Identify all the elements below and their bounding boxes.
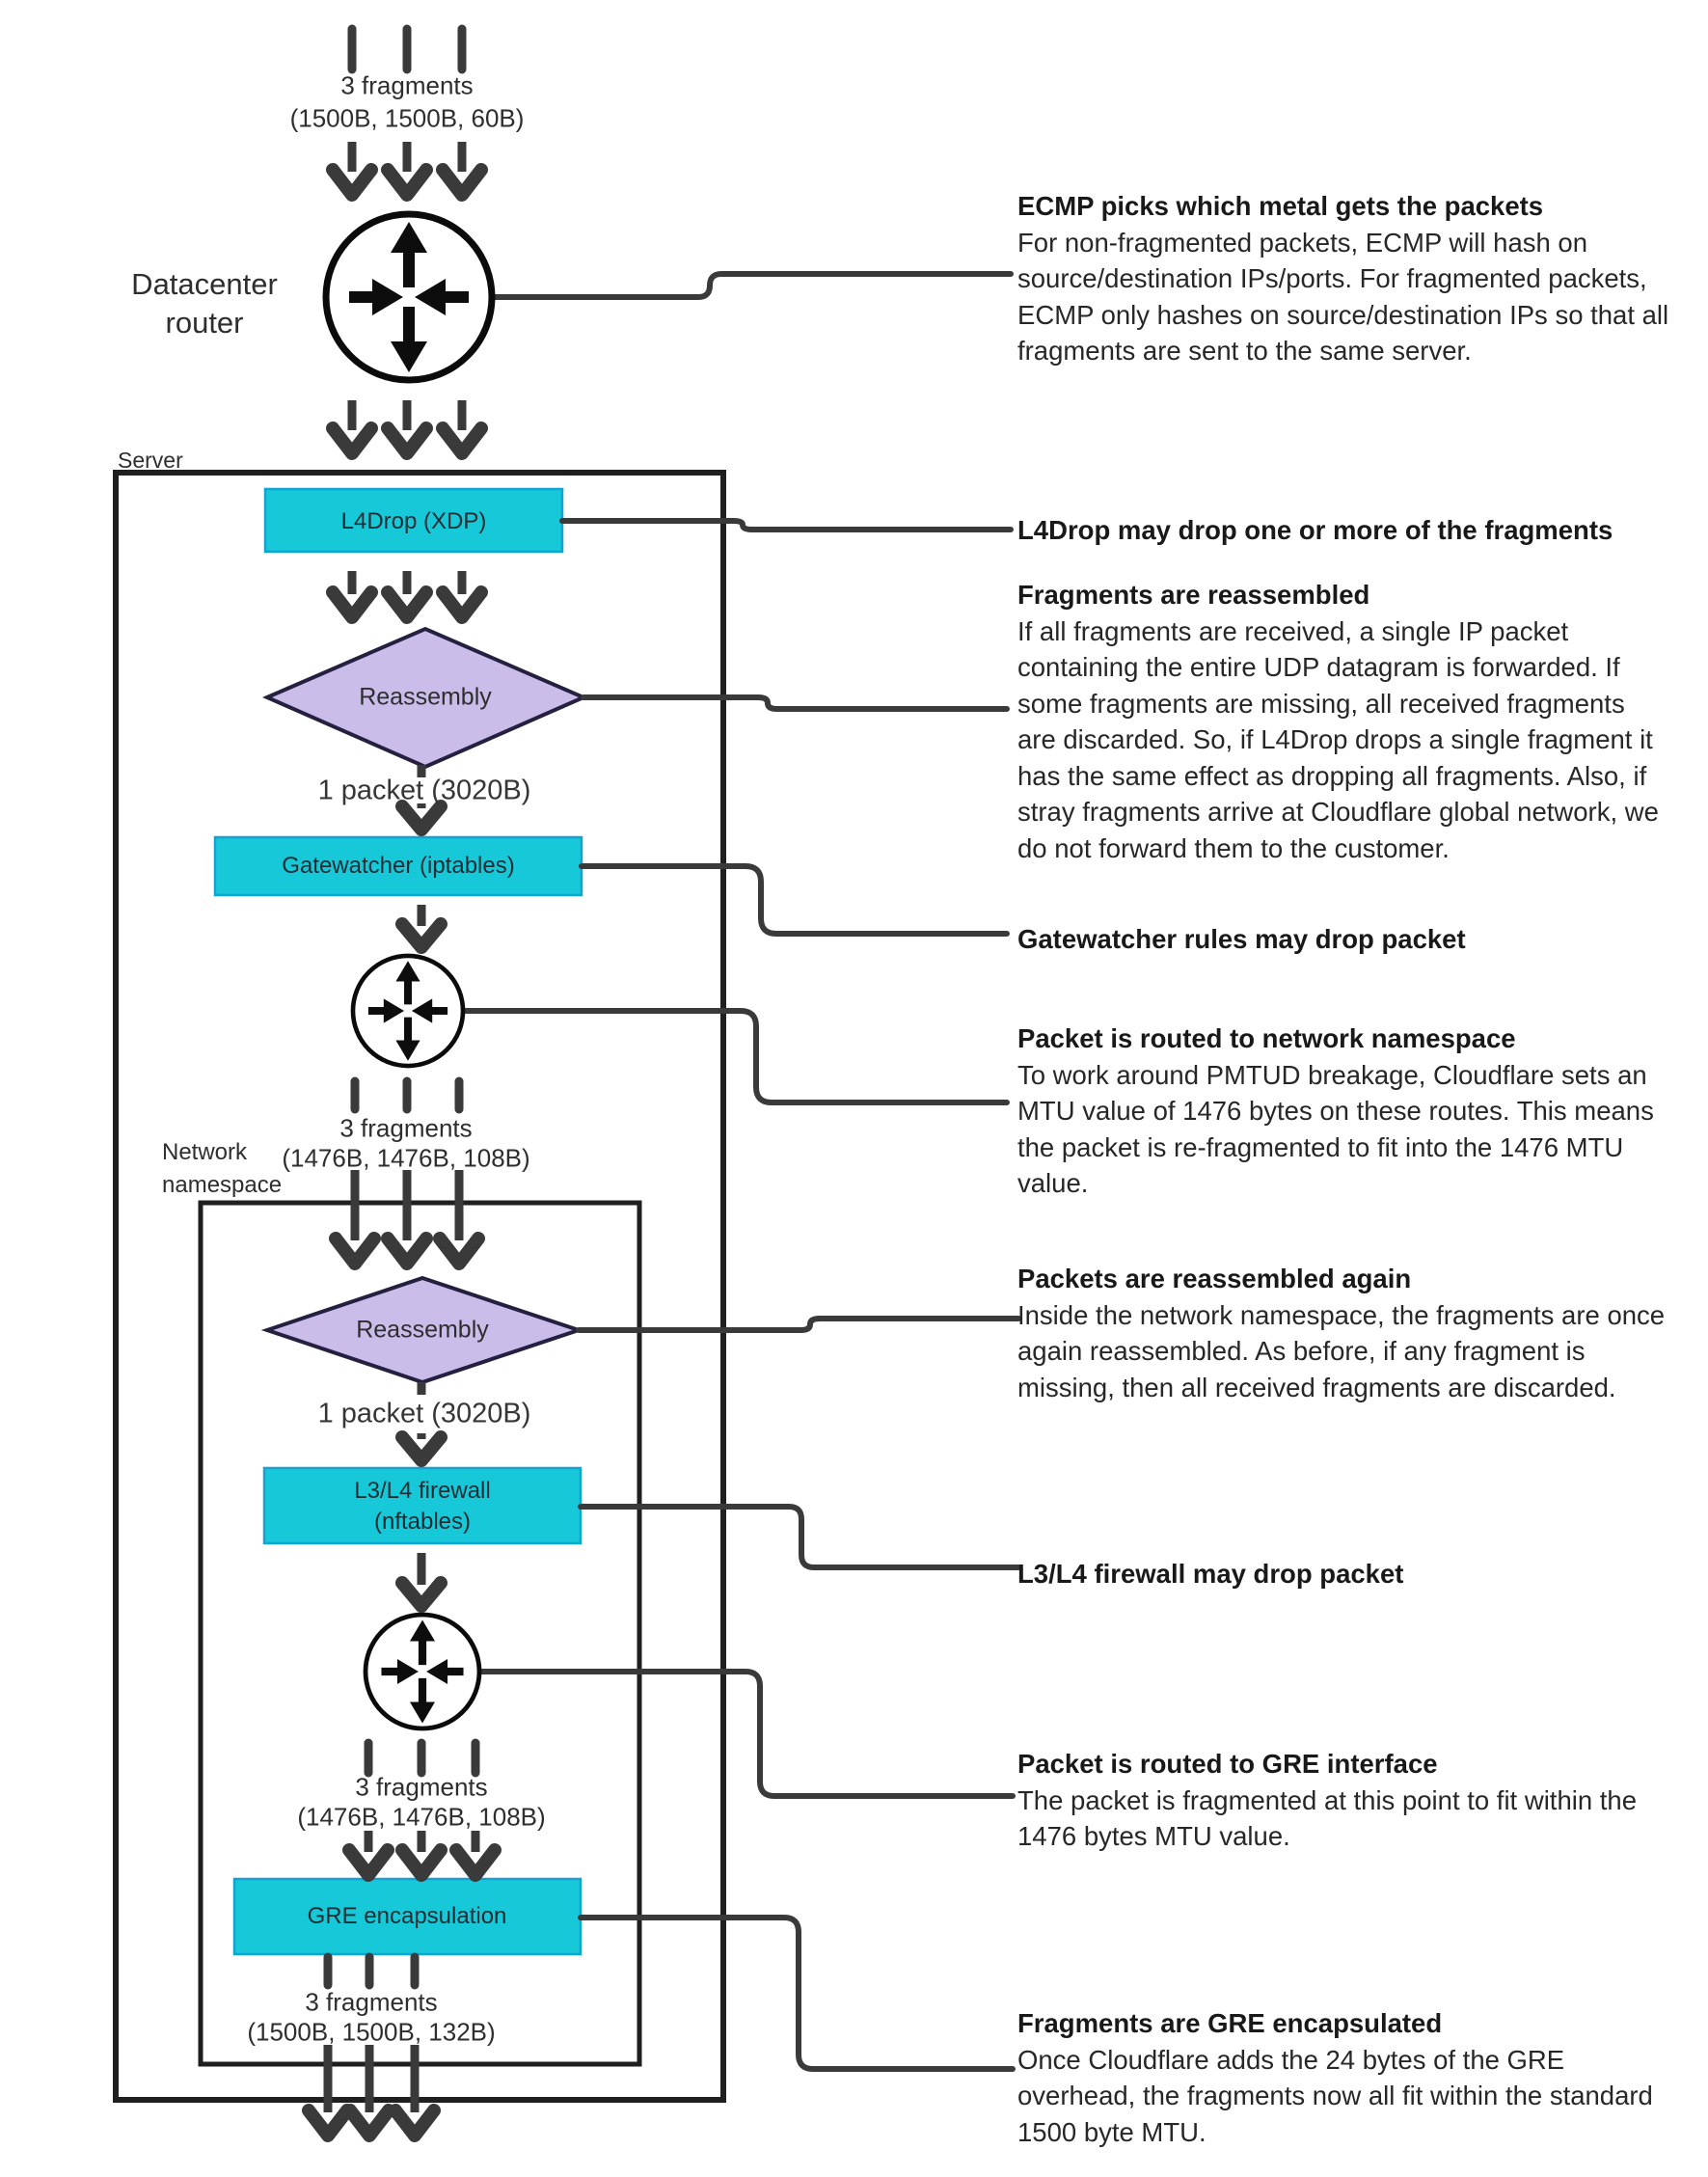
annotation-line: For non-fragmented packets, ECMP will hash on — [1017, 227, 1588, 258]
annotation-title: L3/L4 firewall may drop packet — [1017, 1559, 1404, 1589]
annotation-line: some fragments are missing, all received fragments — [1017, 688, 1625, 719]
annotation-line: To work around PMTUD breakage, Cloudflare sets an — [1017, 1059, 1647, 1090]
router-icon — [353, 956, 463, 1066]
annotation-gre-encapsulated — [1017, 2005, 1653, 2150]
network-namespace-label: Network — [162, 1139, 248, 1165]
down-arrows-into-server — [333, 400, 481, 453]
annotation-reassembled-again — [1017, 1261, 1665, 1405]
down-arrows-to-reassembly1 — [333, 571, 481, 617]
annotation-line: Inside the network namespace, the fragments are once — [1017, 1299, 1666, 1330]
l3l4-firewall-label: (nftables) — [373, 1509, 472, 1535]
annotation-line: are discarded. So, if L4Drop drops a single fragment it — [1017, 724, 1653, 754]
annotation-line: do not forward them to the customer. — [1017, 832, 1450, 863]
packet2-label: 1 packet (3020B) — [317, 1398, 531, 1429]
annotation-line: Once Cloudflare adds the 24 bytes of the GRE — [1017, 2044, 1565, 2075]
annotation-title: Packet is routed to GRE interface — [1017, 1749, 1438, 1779]
annotation-title: Fragments are GRE encapsulated — [1017, 2008, 1443, 2038]
reassembly2-label: Reassembly — [356, 1316, 489, 1344]
annotation-reassembled — [1017, 577, 1659, 866]
annotation-ecmp — [1017, 188, 1668, 369]
annotation-line: The packet is fragmented at this point to fit within the — [1017, 1784, 1638, 1815]
annotation-title: Gatewatcher rules may drop packet — [1017, 924, 1466, 954]
down-arrows-exit-server — [309, 2045, 434, 2136]
annotation-line: missing, then all received fragments are discarded. — [1017, 1372, 1616, 1402]
annotation-line: 1500 byte MTU. — [1017, 2116, 1206, 2147]
fragment-ticks-gre — [368, 1743, 475, 1773]
connector-routed-gre — [479, 1672, 1013, 1796]
fragments-count-label: 3 fragments — [305, 1987, 438, 2017]
annotation-line: source/destination IPs/ports. For fragmented packets, — [1017, 263, 1647, 293]
down-arrows-into-gre — [349, 1831, 495, 1875]
annotation-line: containing the entire UDP datagram is forwarded. If — [1017, 652, 1620, 682]
datacenter-router-label: router — [165, 306, 244, 340]
reassembly1-label: Reassembly — [359, 683, 492, 711]
annotation-gatewatcher — [1017, 921, 1466, 958]
annotation-line: value. — [1017, 1168, 1089, 1198]
annotation-line: the packet is re-fragmented to fit into the 1476 MTU — [1017, 1131, 1624, 1162]
annotation-routed-namespace — [1017, 1020, 1654, 1202]
annotation-line: has the same effect as dropping all fragments. Also, if — [1017, 760, 1647, 791]
annotation-line: ECMP only hashes on source/destination IPs so that all — [1017, 299, 1669, 330]
fragments-count-label: 3 fragments — [340, 70, 474, 100]
fragments-sizes-label: (1476B, 1476B, 108B) — [282, 1143, 530, 1173]
down-arrows-into-router — [333, 142, 481, 195]
fragments-count-label: 3 fragments — [355, 1772, 488, 1802]
fragments-sizes-label: (1476B, 1476B, 108B) — [297, 1802, 546, 1832]
connector-l4drop — [562, 521, 1011, 530]
gatewatcher-label: Gatewatcher (iptables) — [282, 853, 515, 879]
annotation-title: Packets are reassembled again — [1017, 1264, 1412, 1293]
annotation-l4drop — [1017, 512, 1613, 549]
packet1-label: 1 packet (3020B) — [317, 775, 531, 806]
server-label: Server — [118, 448, 183, 473]
fragments-sizes-label: (1500B, 1500B, 132B) — [247, 2017, 496, 2047]
gre-encapsulation-label: GRE encapsulation — [307, 1903, 507, 1929]
connector-reassembly2 — [579, 1319, 1018, 1330]
fragments-count-label: 3 fragments — [339, 1113, 473, 1143]
datacenter-router-label: Datacenter — [131, 267, 278, 301]
annotation-line: stray fragments arrive at Cloudflare global network, we — [1017, 797, 1659, 827]
fragments-sizes-label: (1500B, 1500B, 60B) — [289, 103, 525, 133]
annotation-routed-gre — [1017, 1746, 1637, 1855]
down-arrows-into-namespace — [336, 1170, 478, 1264]
connector-ecmp — [493, 274, 1011, 297]
annotation-line: fragments are sent to the same server. — [1017, 336, 1472, 366]
annotation-title: Packet is routed to network namespace — [1017, 1023, 1516, 1053]
connector-gatewatcher — [582, 866, 1007, 934]
annotation-title: Fragments are reassembled — [1017, 580, 1370, 610]
fragment-ticks-top — [352, 29, 462, 69]
annotation-line: again reassembled. As before, if any fragment is — [1017, 1336, 1586, 1366]
annotation-title: L4Drop may drop one or more of the fragments — [1017, 515, 1613, 545]
router-icon — [326, 214, 492, 380]
network-namespace-label: namespace — [162, 1172, 283, 1198]
l3l4-firewall-label: L3/L4 firewall — [354, 1478, 491, 1504]
connector-routed-ns — [463, 1011, 1007, 1102]
fragment-ticks-bottom — [328, 1957, 415, 1985]
l4drop-label: L4Drop (XDP) — [340, 508, 487, 534]
connector-gre-encap — [581, 1918, 1013, 2069]
annotation-l3l4 — [1017, 1556, 1403, 1592]
annotation-line: overhead, the fragments now all fit within the standard — [1017, 2081, 1653, 2110]
connector-l3l4 — [581, 1507, 1018, 1567]
router-icon — [366, 1615, 479, 1728]
fragment-ticks-mid — [355, 1081, 459, 1109]
annotation-title: ECMP picks which metal gets the packets — [1017, 191, 1544, 221]
connector-reassembly1 — [583, 697, 1007, 709]
annotation-line: 1476 bytes MTU value. — [1017, 1821, 1290, 1851]
annotation-line: If all fragments are received, a single IP packet — [1017, 615, 1569, 646]
annotation-line: MTU value of 1476 bytes on these routes. This means — [1017, 1096, 1654, 1126]
